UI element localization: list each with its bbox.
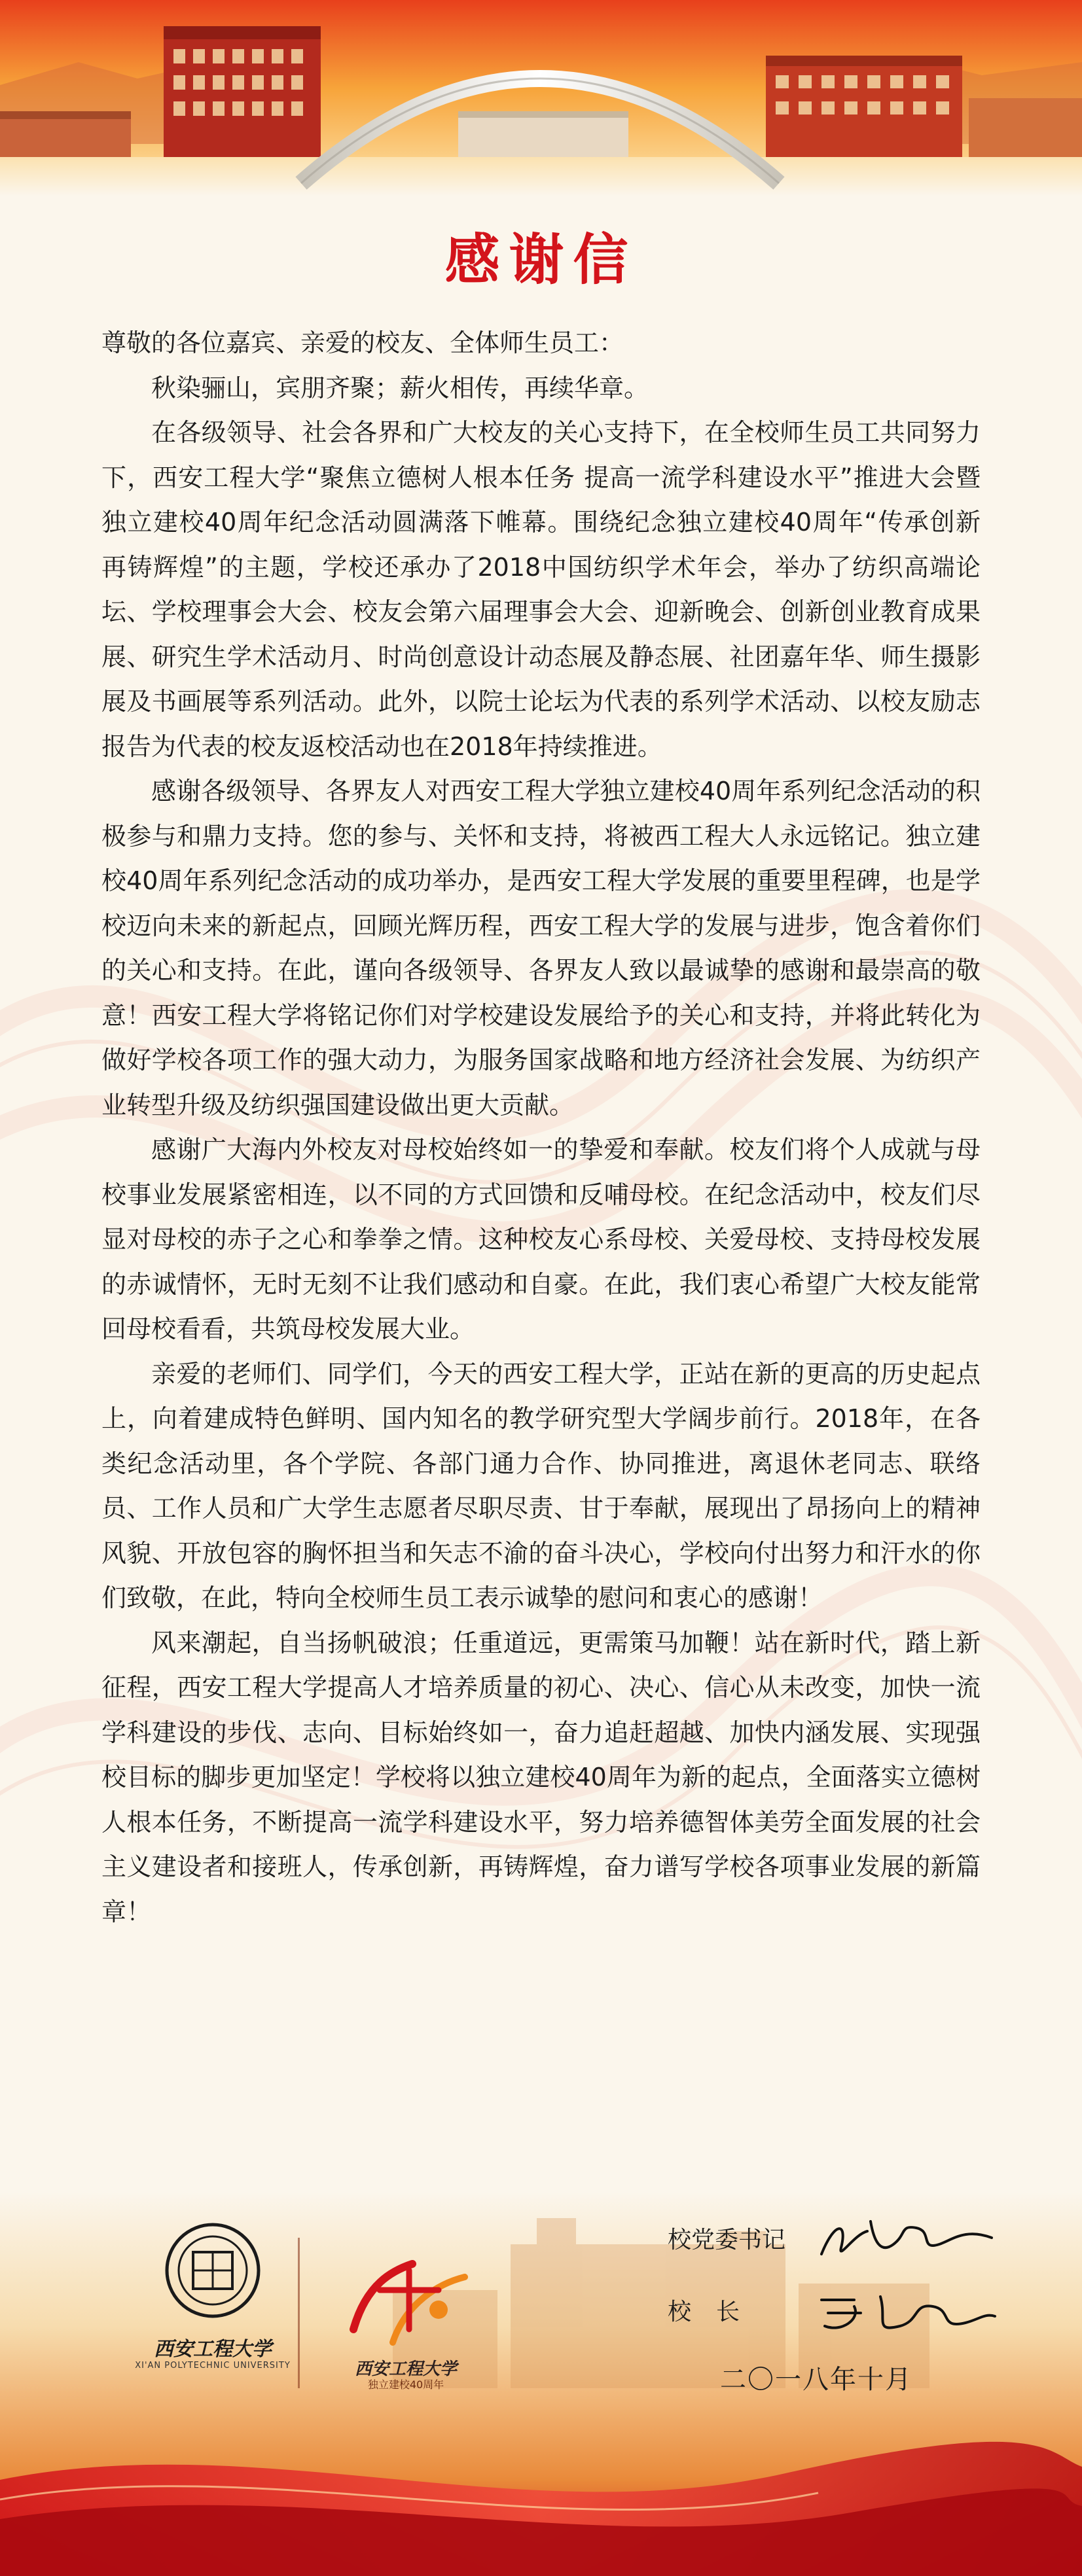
secretary-title: 校党委书记: [668, 2227, 786, 2253]
university-seal-icon: [115, 2212, 311, 2333]
secretary-signature-image: [808, 2208, 1005, 2274]
university-logo: [115, 2212, 311, 2375]
letter-paragraph-2: 在各级领导、社会各界和广大校友的关心支持下，在全校师生员工共同努力下，西安工程大学“聚焦立德树人根本任务 提高一流学科建设水平”推进大会暨独立建校40周年纪念活动圆满落下帷幕。围绕纪念独立建校40周年“传承创新 再铸辉煌”的主题，学校还承办了2018中国纺织学术年会，举办了纺织高端论坛、学校理事会大会、校友会第六届理事会大会、迎新晚会、创新创业教育成果展、研究生学术活动月、时尚创意设计动态展及静态展、社团嘉年华、师生摄影展及书画展等系列活动。此外，以院士论坛为代表的系列学术活动、以校友励志报告为代表的校友返校活动也在2018年持续推进。: [101, 418, 981, 761]
letter-paragraph-4: 感谢广大海内外校友对母校始终如一的挚爱和奉献。校友们将个人成就与母校事业发展紧密相连，以不同的方式回馈和反哺母校。在纪念活动中，校友们尽显对母校的赤子之心和拳拳之情。这种校友心系母校、关爱母校、支持母校发展的赤诚情怀，无时无刻不让我们感动和自豪。在此，我们衷心希望广大校友能常回母校看看，共筑母校发展大业。: [101, 1135, 981, 1343]
letter-paragraph-1: 秋染骊山，宾朋齐聚；薪火相传，再续华章。: [151, 373, 649, 402]
anniversary-logo: [308, 2244, 504, 2401]
anniversary-subtitle: 独立建校40周年: [367, 2378, 444, 2391]
signoff-block: [668, 2208, 1034, 2424]
campus-banner: [0, 0, 1082, 196]
president-title: 校长: [668, 2299, 765, 2325]
letter-paragraph-6: 风来潮起，自当扬帆破浪；任重道远，更需策马加鞭！站在新时代，踏上新征程，西安工程大学提高人才培养质量的初心、决心、信心从未改变，加快一流学科建设的步伐、志向、目标始终如一，奋力追赶超越、加快内涵发展、实现强校目标的脚步更加坚定！学校将以独立建校40周年为新的起点，全面落实立德树人根本任务，不断提高一流学科建设水平，努力培养德智体美劳全面发展的社会主义建设者和接班人，传承创新，再铸辉煌，奋力谱写学校各项事业发展的新篇章！: [101, 1628, 981, 1926]
letter-body: [101, 321, 981, 1934]
university-name-en: XI'AN POLYTECHNIC UNIVERSITY: [135, 2361, 291, 2371]
anniversary-emblem-icon: [308, 2244, 504, 2352]
secretary-signature-row: [668, 2208, 1034, 2267]
letter-paragraph-5: 亲爱的老师们、同学们，今天的西安工程大学，正站在新的更高的历史起点上，向着建成特色鲜明、国内知名的教学研究型大学阔步前行。2018年，在各类纪念活动里，各个学院、各部门通力合作、协同推进，离退休老同志、联络员、工作人员和广大学生志愿者尽职尽责、甘于奉献，展现出了昂扬向上的精神风貌、开放包容的胸怀担当和矢志不渝的奋斗决心，学校向付出努力和汗水的你们致敬，在此，特向全校师生员工表示诚挚的慰问和衷心的感谢！: [101, 1359, 981, 1612]
letter-date: 二〇一八年十月: [720, 2365, 912, 2395]
letter-title: 感谢信: [444, 227, 638, 292]
letter-salutation: 尊敬的各位嘉宾、亲爱的校友、全体师生员工：: [101, 328, 624, 357]
university-name: 西安工程大学: [154, 2338, 272, 2361]
logo-divider: [298, 2238, 300, 2388]
anniversary-university-name: 西安工程大学: [354, 2359, 457, 2379]
president-signature-row: [668, 2280, 1034, 2339]
campus-gate-illustration: [0, 0, 1082, 196]
letter-paragraph-3: 感谢各级领导、各界友人对西安工程大学独立建校40周年系列纪念活动的积极参与和鼎力支持。您的参与、关怀和支持，将被西工程大人永远铭记。独立建校40周年系列纪念活动的成功举办，是西安工程大学发展的重要里程碑，也是学校迈向未来的新起点，回顾光辉历程，西安工程大学的发展与进步，饱含着你们的关心和支持。在此，谨向各级领导、各界友人致以最诚挚的感谢和最崇高的敬意！西安工程大学将铭记你们对学校建设发展给予的关心和支持，并将此转化为做好学校各项工作的强大动力，为服务国家战略和地方经济社会发展、为纺织产业转型升级及纺织强国建设做出更大贡献。: [101, 777, 981, 1120]
president-signature-image: [808, 2280, 1005, 2346]
